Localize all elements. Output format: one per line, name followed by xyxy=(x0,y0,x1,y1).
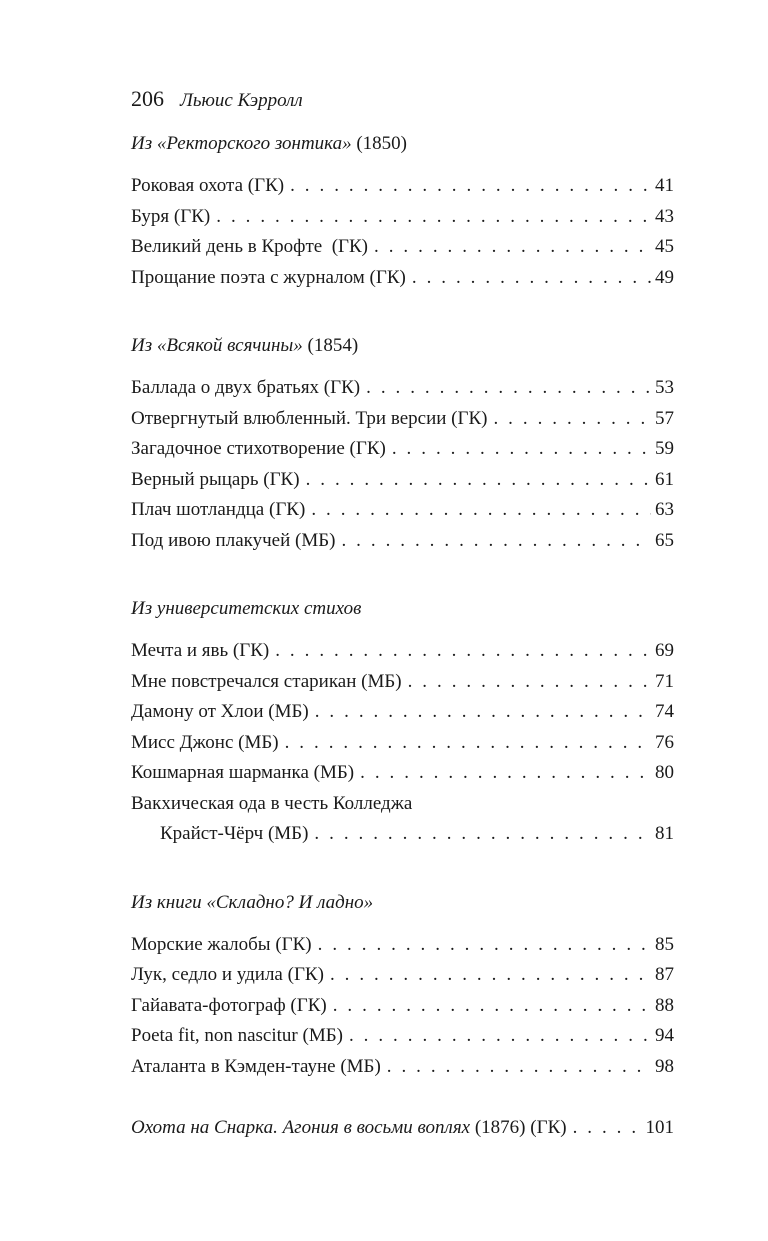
toc-entry[interactable] xyxy=(131,171,674,202)
dot-leader xyxy=(412,263,651,294)
final-entry-italic: Охота на Снарка. Агония в восьми воплях xyxy=(131,1117,471,1138)
toc-section xyxy=(131,594,674,850)
toc-entry-title: Верный рыцарь (ГК) xyxy=(131,468,300,490)
section-title-italic: Из университетских стихов xyxy=(131,598,362,619)
toc-entry-title: Великий день в Крофте (ГК) xyxy=(131,236,369,257)
toc-entry-page: 94 xyxy=(655,1025,674,1046)
toc-entry-page: 76 xyxy=(655,731,674,753)
dot-leader xyxy=(341,526,651,557)
toc-entry-title: Мисс Джонс (МБ) xyxy=(131,731,279,753)
section-gap xyxy=(131,1082,674,1113)
toc-entry-title: Крайст-Чёрч (МБ) xyxy=(160,823,309,844)
toc-entry-title: Кошмарная шарманка (МБ) xyxy=(131,762,355,783)
running-head-author: Льюис Кэрролл xyxy=(180,90,303,111)
dot-leader xyxy=(275,636,651,667)
toc-entry-first-line[interactable] xyxy=(131,789,674,820)
section-title-italic: Из «Ректорского зонтика» xyxy=(131,133,352,154)
toc-entry-title: Вакхическая ода в честь Колледжа xyxy=(131,792,413,814)
dot-leader xyxy=(311,495,651,526)
section-gap xyxy=(131,850,674,881)
final-entry-plain: (1876) (ГК) xyxy=(470,1117,567,1138)
dot-leader xyxy=(387,1052,651,1083)
toc-entry-title: Буря (ГК) xyxy=(131,205,211,227)
dot-leader xyxy=(315,697,651,728)
toc-entry[interactable] xyxy=(131,697,674,728)
section-title-year: (1854) xyxy=(302,335,359,356)
dot-leader xyxy=(392,434,651,465)
toc-entry-title: Мне повстречался старикан (МБ) xyxy=(131,670,402,692)
toc-entry[interactable] xyxy=(131,495,674,526)
toc-entry-page: 71 xyxy=(655,670,674,692)
running-head xyxy=(131,86,674,122)
toc-entry-title: Морские жалобы (ГК) xyxy=(131,933,312,955)
toc-entry-page: 61 xyxy=(655,468,674,490)
toc-entry[interactable] xyxy=(131,434,674,465)
toc-entry[interactable] xyxy=(131,960,674,991)
toc-entry-title: Аталанта в Кэмден-тауне (МБ) xyxy=(131,1055,381,1077)
toc-entry-continuation[interactable] xyxy=(131,819,674,850)
toc-entry-page: 53 xyxy=(655,377,674,398)
toc-entry-page: 74 xyxy=(655,701,674,722)
toc-entry-page: 80 xyxy=(655,762,674,783)
toc-entry-page: 98 xyxy=(655,1055,674,1077)
toc-entry[interactable] xyxy=(131,1052,674,1083)
dot-leader xyxy=(314,819,651,850)
toc-entry[interactable] xyxy=(131,930,674,961)
toc-entry-page: 81 xyxy=(655,823,674,844)
toc-entry-title: Прощание поэта с журналом (ГК) xyxy=(131,266,406,288)
toc-entry-page: 65 xyxy=(655,529,674,551)
toc-entry-page: 85 xyxy=(655,933,674,955)
section-gap xyxy=(131,293,674,324)
dot-leader xyxy=(366,373,651,404)
dot-leader xyxy=(349,1021,651,1052)
section-title-italic: Из «Всякой всячины» xyxy=(131,335,303,356)
toc-entry-page: 41 xyxy=(655,175,674,196)
toc-entry[interactable] xyxy=(131,263,674,294)
section-title xyxy=(131,129,674,159)
toc-entry[interactable] xyxy=(131,373,674,404)
toc-entry-page: 59 xyxy=(655,438,674,459)
page-number: 206 xyxy=(131,86,164,111)
toc-entry-title: Дамону от Хлои (МБ) xyxy=(131,701,309,722)
toc-entry[interactable] xyxy=(131,202,674,233)
dot-leader xyxy=(573,1113,642,1144)
toc-entry-page: 45 xyxy=(655,236,674,257)
toc-entry[interactable] xyxy=(131,758,674,789)
toc-entry[interactable] xyxy=(131,526,674,557)
toc-entry-title: Poeta fit, non nascitur (МБ) xyxy=(131,1025,343,1046)
toc-entry-title: Лук, седло и удила (ГК) xyxy=(131,964,324,985)
toc-entry[interactable] xyxy=(131,404,674,435)
dot-leader xyxy=(493,404,651,435)
dot-leader xyxy=(216,202,651,233)
toc-section xyxy=(131,888,674,1083)
toc-entry-title xyxy=(131,1113,573,1144)
toc-entry-page: 69 xyxy=(655,640,674,661)
dot-leader xyxy=(360,758,651,789)
toc-section xyxy=(131,129,674,293)
dot-leader xyxy=(330,960,651,991)
toc-entry-title: Под ивою плакучей (МБ) xyxy=(131,529,336,551)
section-title xyxy=(131,331,674,361)
toc-entry[interactable] xyxy=(131,991,674,1022)
dot-leader xyxy=(285,728,651,759)
toc-entry-page: 88 xyxy=(655,994,674,1016)
dot-leader xyxy=(290,171,651,202)
toc-entry-page: 57 xyxy=(655,407,674,429)
toc-entry[interactable] xyxy=(131,636,674,667)
dot-leader xyxy=(318,930,651,961)
dot-leader xyxy=(374,232,651,263)
section-title xyxy=(131,594,674,624)
toc-entry[interactable] xyxy=(131,232,674,263)
toc-entry[interactable] xyxy=(131,667,674,698)
toc-entry-title: Роковая охота (ГК) xyxy=(131,175,285,196)
toc-entry-title: Загадочное стихотворение (ГК) xyxy=(131,438,386,459)
section-title xyxy=(131,888,674,918)
toc-entry[interactable] xyxy=(131,1021,674,1052)
toc-page xyxy=(131,86,674,1144)
section-gap xyxy=(131,556,674,587)
dot-leader xyxy=(333,991,651,1022)
toc-entry-title: Мечта и явь (ГК) xyxy=(131,640,270,661)
toc-entry-title: Баллада о двух братьях (ГК) xyxy=(131,377,361,398)
toc-entry-title: Гайавата-фотограф (ГК) xyxy=(131,994,327,1016)
toc-entry-snark[interactable] xyxy=(131,1113,674,1144)
toc-entry-title: Отвергнутый влюбленный. Три версии (ГК) xyxy=(131,407,488,429)
toc-entry[interactable] xyxy=(131,728,674,759)
toc-entry-page: 101 xyxy=(645,1117,674,1138)
toc-entry-page: 63 xyxy=(655,499,674,520)
toc-entry-page: 49 xyxy=(655,266,674,288)
toc-entry-page: 87 xyxy=(655,964,674,985)
section-title-italic: Из книги «Складно? И ладно» xyxy=(131,891,374,913)
toc-entry-page: 43 xyxy=(655,205,674,227)
section-title-year: (1850) xyxy=(351,133,407,154)
dot-leader xyxy=(408,667,651,698)
toc-entry-title: Плач шотландца (ГК) xyxy=(131,499,306,520)
toc-section xyxy=(131,331,674,556)
toc-entry[interactable] xyxy=(131,465,674,496)
dot-leader xyxy=(306,465,651,496)
